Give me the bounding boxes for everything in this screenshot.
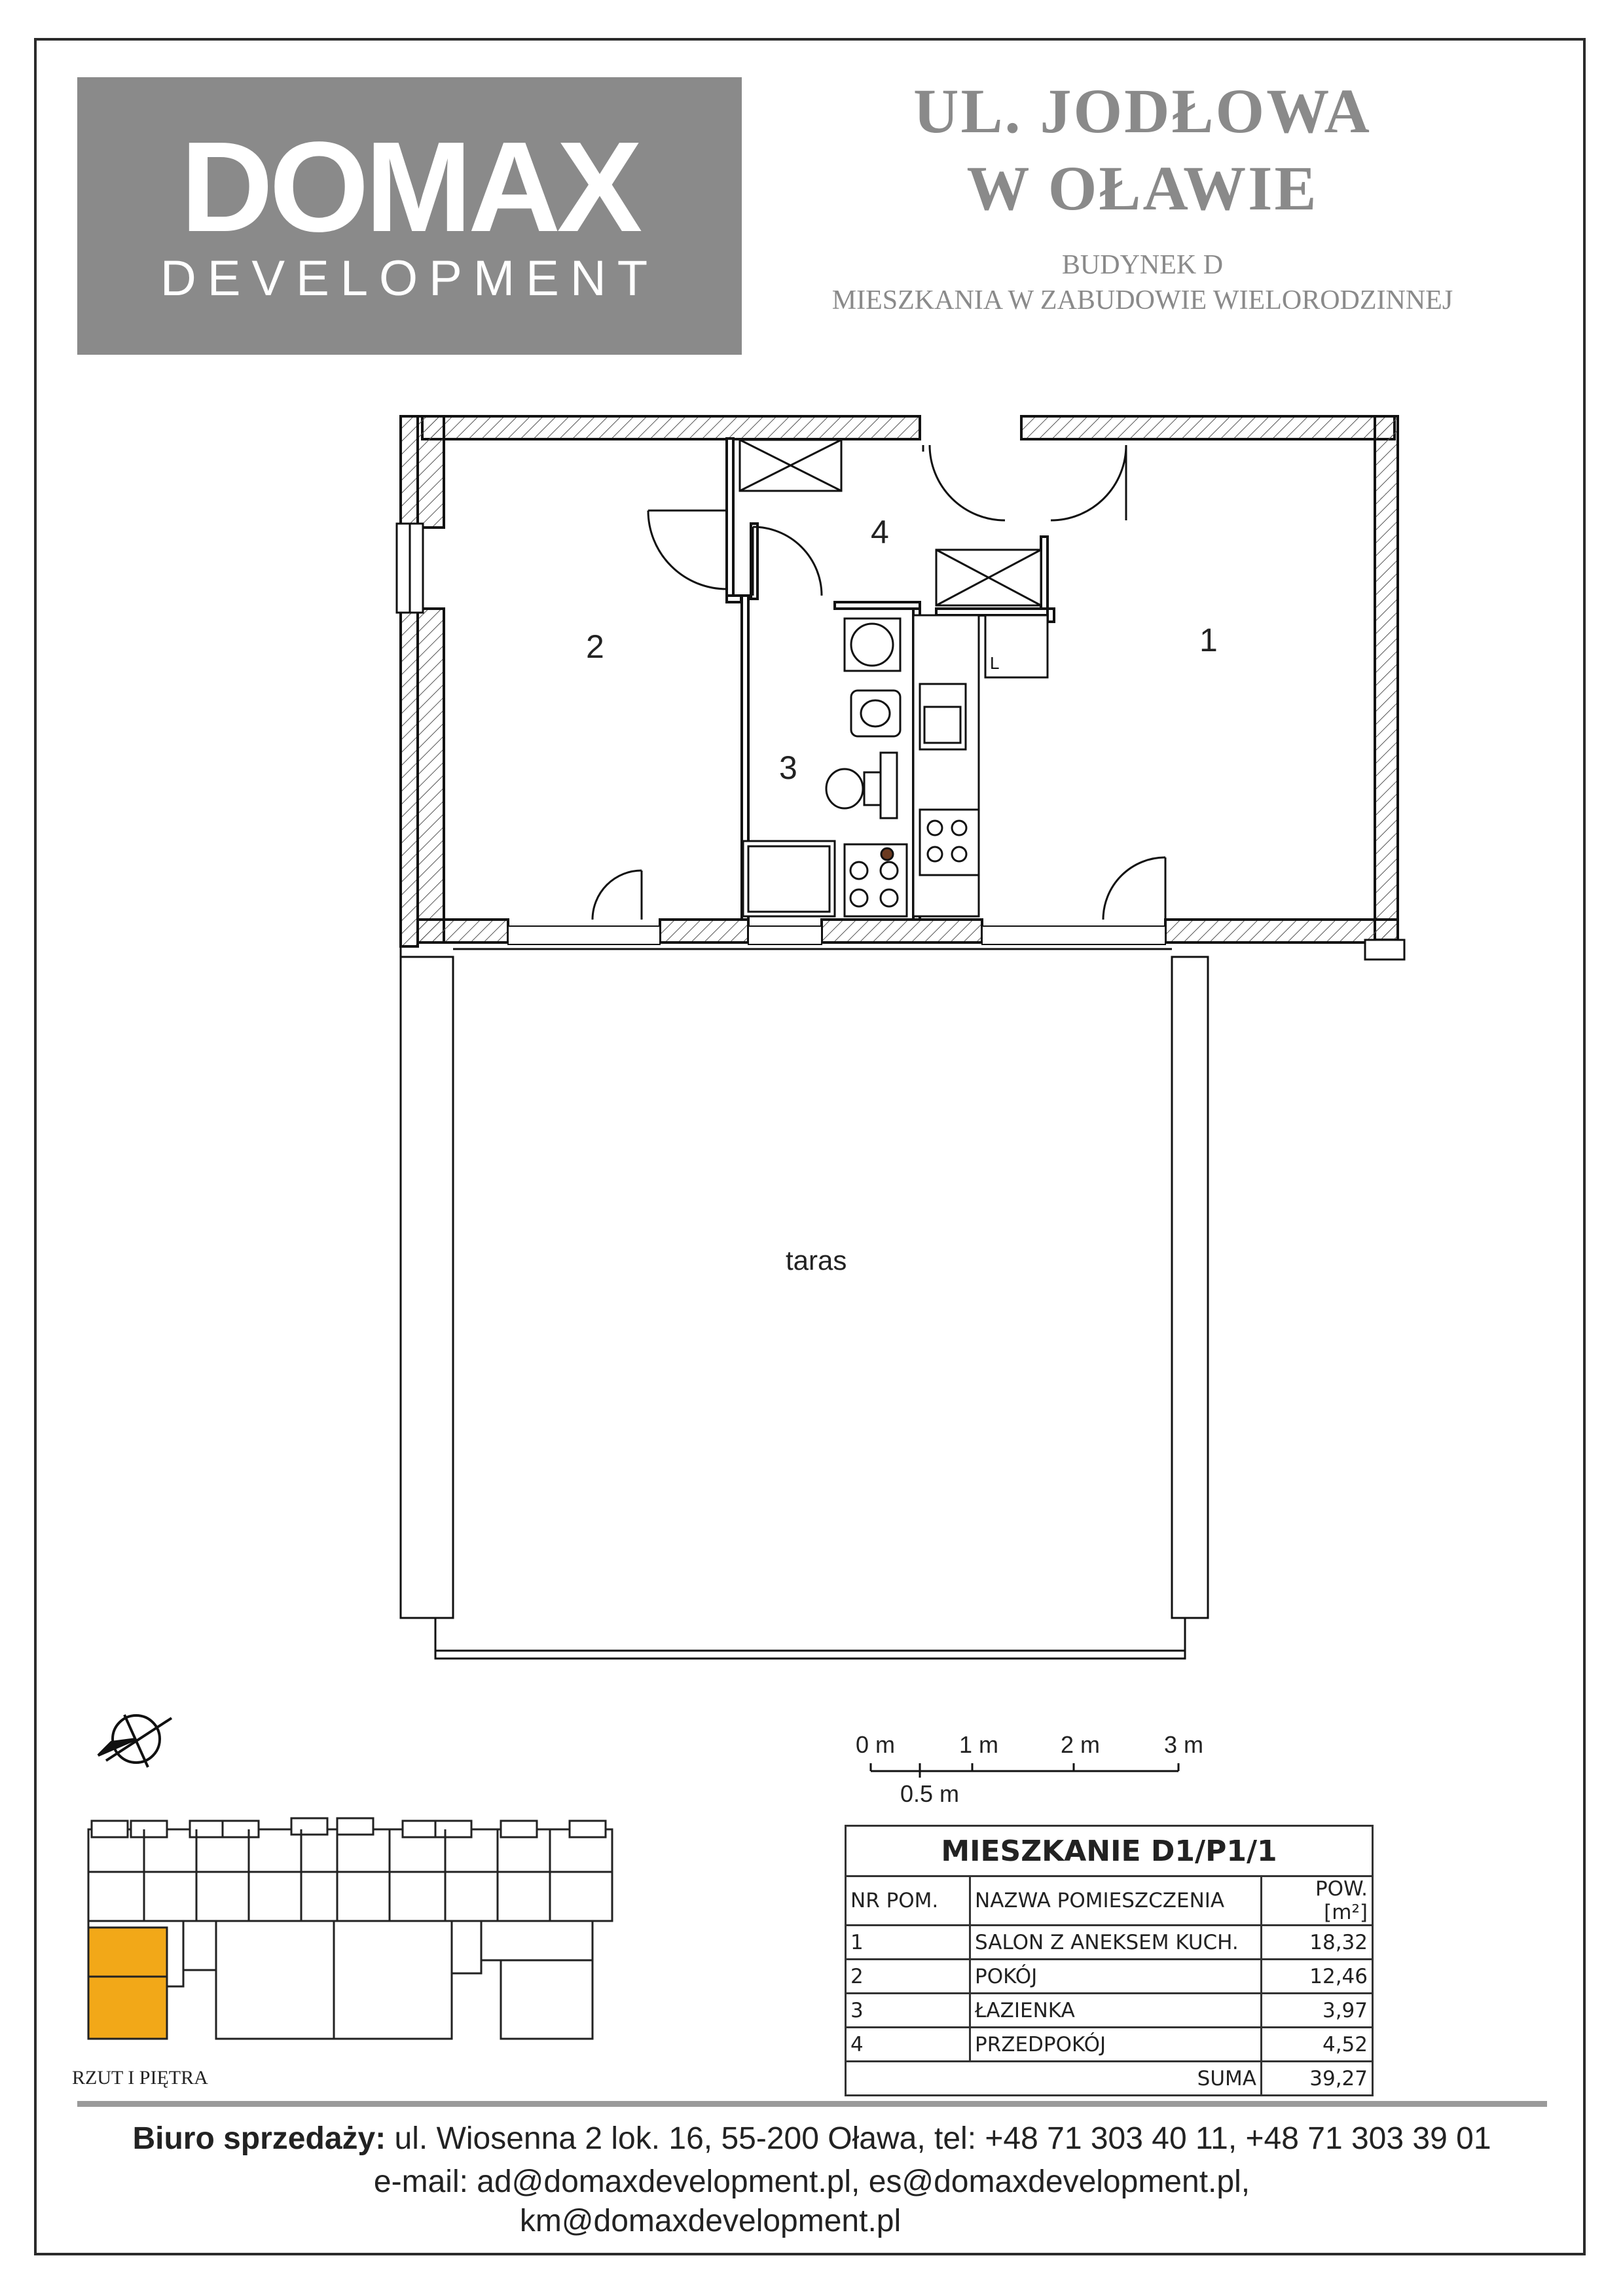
terrace-label: taras [786,1245,847,1276]
room-3-label: 3 [779,749,797,786]
logo-subtitle: DEVELOPMENT [160,251,659,306]
room-name-cell: PRZEDPOKÓJ [970,2028,1262,2062]
apartment-area-table [845,1825,1374,2096]
scale-label-3: 3 m [1164,1731,1204,1758]
room-area-cell: 18,32 [1262,1926,1373,1960]
street-title: UL. JODŁOWA [913,76,1372,146]
room-2-label: 2 [586,628,604,665]
logo-wordmark: DOMAX [180,115,639,259]
table-row [846,2028,1373,2062]
header-area: POW. [m²] [1262,1876,1373,1926]
room-1-label: 1 [1199,622,1218,658]
table-row [846,1994,1373,2028]
terrace [401,940,1404,1659]
room-number-cell: 2 [846,1960,970,1994]
sum-label: SUMA [846,2062,1262,2096]
table-header-row [846,1876,1373,1926]
table-row [846,1926,1373,1960]
fixture-label: L [990,653,1000,673]
key-plan-label: RZUT I PIĘTRA [72,2067,208,2089]
email-line-1: e-mail: ad@domaxdevelopment.pl, es@domaxdevelopment.pl, [373,2164,1250,2199]
window-west [397,524,423,613]
table-row [846,1960,1373,1994]
room-area-cell: 12,46 [1262,1960,1373,1994]
ventilation-shafts [740,440,1041,605]
room-name-cell: ŁAZIENKA [970,1994,1262,2028]
scale-label-2: 2 m [1061,1731,1101,1758]
sales-office-label: Biuro sprzedaży: [132,2121,386,2156]
north-arrow-icon [98,1715,172,1767]
room-area-cell: 4,52 [1262,2028,1373,2062]
sum-value: 39,27 [1262,2062,1373,2096]
room-number-cell: 4 [846,2028,970,2062]
scale-label-0: 0 m [856,1731,896,1758]
table-title: MIESZKANIE D1/P1/1 [846,1826,1373,1876]
room-area-cell: 3,97 [1262,1994,1373,2028]
header-room-name: NAZWA POMIESZCZENIA [970,1876,1262,1926]
table-sum-row [846,2062,1373,2096]
sales-office-address: ul. Wiosenna 2 lok. 16, 55-200 Oława, tel: +48 71 303 40 11, +48 71 303 39 01 [386,2121,1491,2156]
sales-office-line [39,2121,1584,2157]
email-line-2: km@domaxdevelopment.pl [519,2204,902,2238]
room-number-cell: 1 [846,1926,970,1960]
key-plan [88,1818,612,2039]
building-description: MIESZKANIA W ZABUDOWIE WIELORODZINNEJ [831,285,1453,315]
footer-divider [77,2101,1547,2107]
room-4-label: 4 [871,514,889,550]
scale-label-1: 1 m [959,1731,999,1758]
scale-label-half: 0.5 m [900,1780,960,1807]
room-number-cell: 3 [846,1994,970,2028]
building-label: BUDYNEK D [1061,250,1224,280]
room-name-cell: SALON Z ANEKSEM KUCH. [970,1926,1262,1960]
city-title: W OŁAWIE [966,153,1319,223]
header-room-number: NR POM. [846,1876,970,1926]
room-name-cell: POKÓJ [970,1960,1262,1994]
scale-bar [856,1731,1203,1807]
